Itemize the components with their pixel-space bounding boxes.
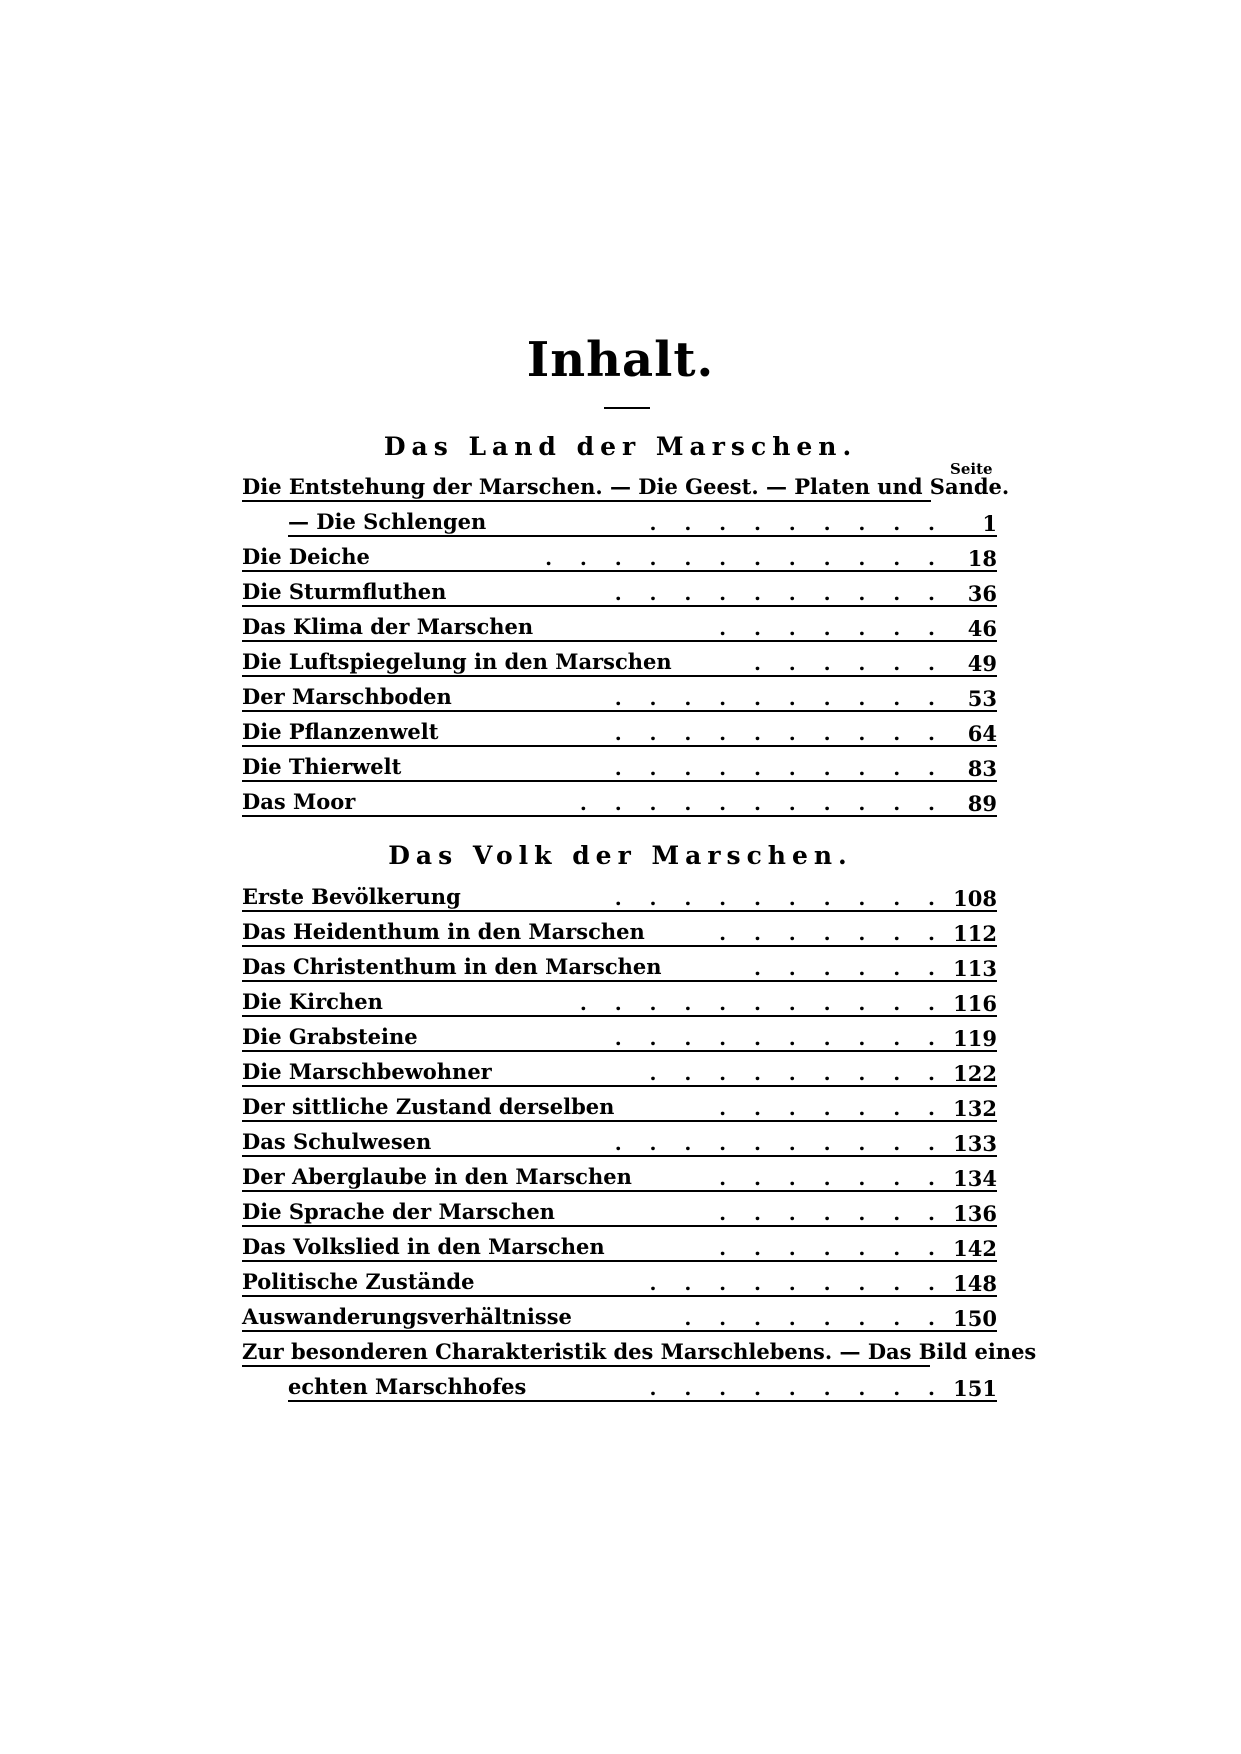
- toc-leader-dots: . . . . . . .: [719, 1166, 935, 1190]
- toc-entry: [242, 507, 997, 541]
- toc-entry: [242, 682, 997, 716]
- toc-entry-label: Die Grabsteine: [242, 1024, 418, 1052]
- toc-leader-dots: . . . . . . .: [719, 921, 935, 945]
- toc-entry: [242, 987, 997, 1021]
- toc-page-number: 133: [953, 1131, 997, 1156]
- toc-entry: [242, 1302, 997, 1336]
- toc-entry: [242, 542, 997, 576]
- toc-entry-label: Die Sprache der Marschen: [242, 1199, 555, 1227]
- toc-entry-label: Der sittliche Zustand derselben: [242, 1094, 614, 1122]
- toc-leader-dots: . . . . . . . . . .: [614, 886, 935, 910]
- toc-leader-dots: . . . . . . . . . .: [614, 581, 935, 605]
- toc-leader-dots: . . . . . . . . .: [649, 511, 935, 535]
- toc-entry-label: Die Marschbewohner: [242, 1059, 492, 1087]
- toc-page-number: 49: [967, 651, 997, 676]
- toc-leader-dots: . . . . . . . . .: [649, 1061, 935, 1085]
- toc-leader-dots: . . . . . .: [753, 956, 935, 980]
- toc-entry: [242, 882, 997, 916]
- toc-entry: [242, 752, 997, 786]
- toc-page-number: 122: [953, 1061, 997, 1086]
- toc-entry-label: Auswanderungsverhältnisse: [242, 1304, 572, 1332]
- toc-entry-label: Politische Zustände: [242, 1269, 474, 1297]
- toc-entry-label: — Die Schlengen: [288, 509, 486, 537]
- toc-entry-label: Die Kirchen: [242, 989, 383, 1017]
- toc-entry: [242, 1127, 997, 1161]
- section-heading: Das Land der Marschen.: [383, 432, 858, 461]
- toc-leader-dots: . . . . . .: [753, 651, 935, 675]
- toc-leader-dots: . . . . . . . . . .: [614, 721, 935, 745]
- toc-page-number: 136: [953, 1201, 997, 1226]
- toc-page-number: 151: [953, 1376, 997, 1401]
- toc-page-number: 112: [953, 921, 997, 946]
- toc-entry-line: [242, 472, 1010, 506]
- toc-page-number: 53: [967, 686, 997, 711]
- toc-page-number: 113: [953, 956, 997, 981]
- toc-entry-label: Die Pflanzenwelt: [242, 719, 438, 747]
- toc-leader-dots: . . . . . . . . . .: [614, 1131, 935, 1155]
- toc-leader-dots: . . . . . . . . . .: [614, 756, 935, 780]
- toc-entry-label: Die Thierwelt: [242, 754, 401, 782]
- toc-entry-label: Die Luftspiegelung in den Marschen: [242, 649, 672, 677]
- toc-entry: [242, 917, 997, 951]
- page-title: Inhalt.: [526, 332, 715, 388]
- toc-entry: [242, 577, 997, 611]
- toc-leader-dots: . . . . . . .: [719, 1096, 935, 1120]
- title-divider: [604, 407, 650, 409]
- toc-page-number: 119: [953, 1026, 997, 1051]
- toc-entry: [242, 1267, 997, 1301]
- toc-leader-dots: . . . . . . . . . .: [614, 1026, 935, 1050]
- toc-entry-label: Das Volkslied in den Marschen: [242, 1234, 605, 1262]
- toc-entry: [242, 612, 997, 646]
- toc-entry-label: Zur besonderen Charakteristik des Marschlebens. — Das Bild eines: [242, 1339, 930, 1367]
- page-column-header: Seite: [950, 460, 993, 478]
- toc-entry: [242, 1057, 997, 1091]
- toc-entry: [242, 1232, 997, 1266]
- toc-leader-dots: . . . . . . . . . .: [614, 686, 935, 710]
- toc-leader-dots: . . . . . . . . .: [649, 1271, 935, 1295]
- toc-leader-dots: . . . . . . .: [719, 616, 935, 640]
- toc-entry-line: [242, 1337, 1037, 1371]
- toc-leader-dots: . . . . . . . .: [684, 1306, 935, 1330]
- toc-entry: [242, 1092, 997, 1126]
- toc-entry-label: Die Sturmfluthen: [242, 579, 446, 607]
- toc-page-number: 1: [982, 511, 997, 536]
- toc-page-number: 134: [953, 1166, 997, 1191]
- toc-entry-label: Erste Bevölkerung: [242, 884, 461, 912]
- toc-entry-label: Das Moor: [242, 789, 355, 817]
- toc-leader-dots: . . . . . . .: [719, 1236, 935, 1260]
- toc-page-number: 108: [953, 886, 997, 911]
- toc-entry: [242, 1372, 997, 1406]
- toc-entry: [242, 1162, 997, 1196]
- toc-entry-label: echten Marschhofes: [288, 1374, 526, 1402]
- toc-page-number: 148: [953, 1271, 997, 1296]
- toc-entry-label: Das Schulwesen: [242, 1129, 431, 1157]
- toc-entry-label: Die Deiche: [242, 544, 370, 572]
- toc-page-number: 132: [953, 1096, 997, 1121]
- section-heading: Das Volk der Marschen.: [388, 841, 853, 870]
- toc-page-number: 89: [967, 791, 997, 816]
- toc-entry: [242, 717, 997, 751]
- toc-page-number: 142: [953, 1236, 997, 1261]
- toc-page-number: 116: [953, 991, 997, 1016]
- toc-page-number: 64: [967, 721, 997, 746]
- toc-entry: [242, 787, 997, 821]
- toc-page-number: 83: [967, 756, 997, 781]
- toc-entry-label: Die Entstehung der Marschen. — Die Geest. — Platen und Sande.: [242, 474, 931, 502]
- toc-entry-label: Der Marschboden: [242, 684, 452, 712]
- toc-entry: [242, 647, 997, 681]
- toc-page-number: 150: [953, 1306, 997, 1331]
- toc-entry: [242, 1197, 997, 1231]
- toc-leader-dots: . . . . . . . . .: [649, 1376, 935, 1400]
- toc-page-number: 18: [967, 546, 997, 571]
- toc-page-number: 46: [967, 616, 997, 641]
- toc-entry-label: Der Aberglaube in den Marschen: [242, 1164, 632, 1192]
- toc-leader-dots: . . . . . . .: [719, 1201, 935, 1225]
- toc-page-number: 36: [967, 581, 997, 606]
- toc-entry: [242, 1022, 997, 1056]
- toc-leader-dots: . . . . . . . . . . . .: [545, 546, 935, 570]
- toc-entry-label: Das Christenthum in den Marschen: [242, 954, 662, 982]
- toc-leader-dots: . . . . . . . . . . .: [579, 991, 935, 1015]
- toc-entry-label: Das Heidenthum in den Marschen: [242, 919, 645, 947]
- toc-entry: [242, 952, 997, 986]
- toc-entry-label: Das Klima der Marschen: [242, 614, 533, 642]
- toc-leader-dots: . . . . . . . . . . .: [579, 791, 935, 815]
